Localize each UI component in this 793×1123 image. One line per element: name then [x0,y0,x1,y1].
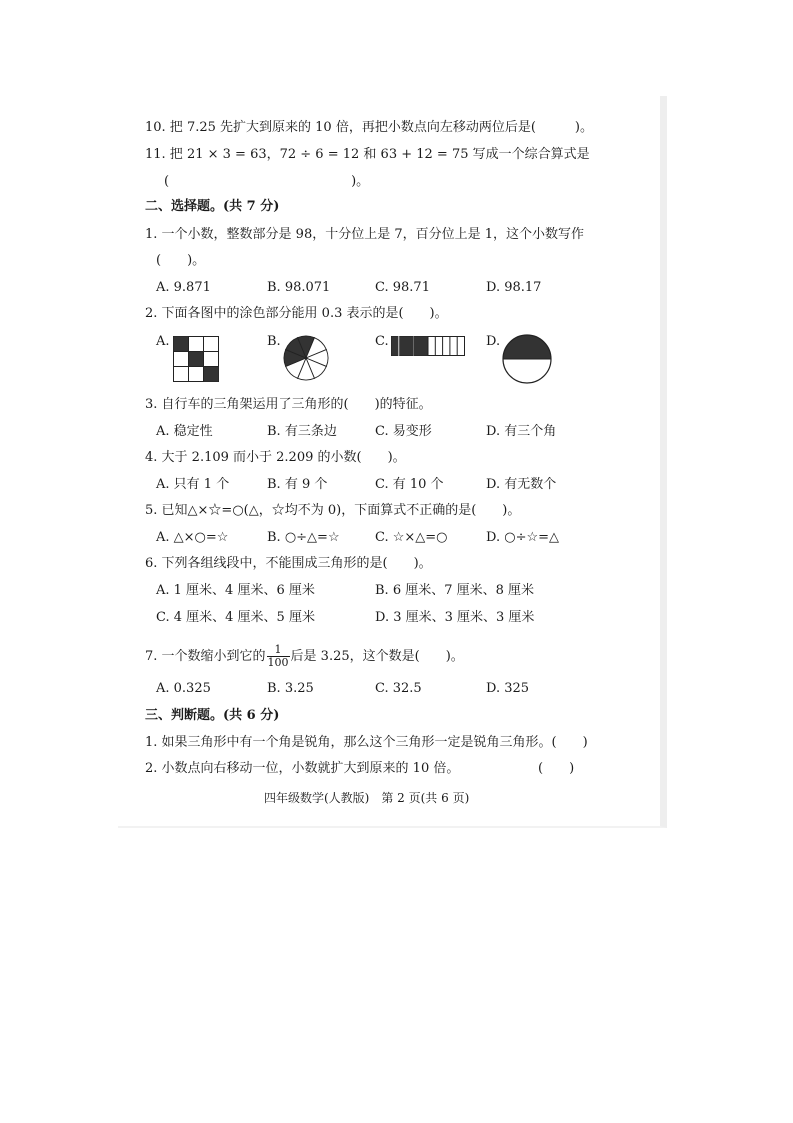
c7-text-before: 7. 一个数缩小到它的 [145,649,266,664]
grid-figure-a [173,336,219,382]
c4-option-d: D. 有无数个 [486,477,557,492]
choice-question-1: 1. 一个小数，整数部分是 98，十分位上是 7，百分位上是 1，这个小数写作 [145,227,585,242]
c7-option-b: B. 3.25 [267,681,314,696]
c4-option-a: A. 只有 1 个 [156,477,230,492]
c5-option-a: A. △×○=☆ [156,530,229,545]
choice-question-4: 4. 大于 2.109 而小于 2.209 的小数( )。 [145,450,406,465]
c3-option-b: B. 有三条边 [267,424,337,439]
question-11-answer-blank: ( )。 [164,174,370,189]
c7-option-c: C. 32.5 [375,681,422,696]
judge-question-2: 2. 小数点向右移动一位，小数就扩大到原来的 10 倍。 [145,761,460,776]
judge-question-2-blank: ( ) [538,761,575,776]
c5-option-d: D. ○÷☆=△ [486,530,560,545]
c7-text-after: 后是 3.25，这个数是( )。 [290,649,464,664]
c5-option-b: B. ○÷△=☆ [267,530,340,545]
choice-question-3: 3. 自行车的三角架运用了三角形的( )的特征。 [145,397,432,412]
c3-option-a: A. 稳定性 [156,424,213,439]
circle-figure-b [282,334,330,382]
c7-option-d: D. 325 [486,681,530,696]
choice-question-5: 5. 已知△×☆=○(△，☆均不为 0)，下面算式不正确的是( )。 [145,503,521,518]
fraction-one-hundredth [267,644,290,669]
c6-option-c: C. 4 厘米、4 厘米、5 厘米 [156,610,315,625]
c5-option-c: C. ☆×△=○ [375,530,448,545]
c4-option-b: B. 有 9 个 [267,477,328,492]
c1-option-c: C. 98.71 [375,280,430,295]
c4-option-c: C. 有 10 个 [375,477,444,492]
section-2-title: 二、选择题。(共 7 分) [145,199,280,214]
section-3-title: 三、判断题。(共 6 分) [145,708,280,723]
c3-option-d: D. 有三个角 [486,424,557,439]
c1-option-d: D. 98.17 [486,280,542,295]
fraction-numerator: 1 [267,644,290,657]
c2-label-c: C. [375,334,389,349]
page-footer: 四年级数学(人教版) 第 2 页(共 6 页) [264,791,470,805]
c6-option-d: D. 3 厘米、3 厘米、3 厘米 [375,610,535,625]
choice-question-1-blank: ( )。 [156,253,206,268]
c2-label-b: B. [267,334,281,349]
c2-label-a: A. [156,334,170,349]
c1-option-b: B. 98.071 [267,280,331,295]
choice-question-7 [145,642,464,672]
exam-page [118,96,667,828]
question-11: 11. 把 21 × 3 = 63，72 ÷ 6 = 12 和 63 + 12 = 75 写成一个综合算式是 [145,147,590,162]
c7-option-a: A. 0.325 [156,681,211,696]
choice-question-6: 6. 下列各组线段中，不能围成三角形的是( )。 [145,556,432,571]
c1-option-a: A. 9.871 [156,280,211,295]
choice-question-2: 2. 下面各图中的涂色部分能用 0.3 表示的是( )。 [145,306,448,321]
question-10: 10. 把 7.25 先扩大到原来的 10 倍，再把小数点向左移动两位后是( )。 [145,120,593,135]
c6-option-b: B. 6 厘米、7 厘米、8 厘米 [375,583,535,598]
c2-label-d: D. [486,334,501,349]
fraction-denominator: 100 [267,656,289,669]
judge-question-1: 1. 如果三角形中有一个角是锐角，那么这个三角形一定是锐角三角形。( ) [145,735,588,750]
circle-figure-d [502,334,552,384]
c6-option-a: A. 1 厘米、4 厘米、6 厘米 [156,583,315,598]
c3-option-c: C. 易变形 [375,424,432,439]
strip-figure-c [391,336,465,356]
